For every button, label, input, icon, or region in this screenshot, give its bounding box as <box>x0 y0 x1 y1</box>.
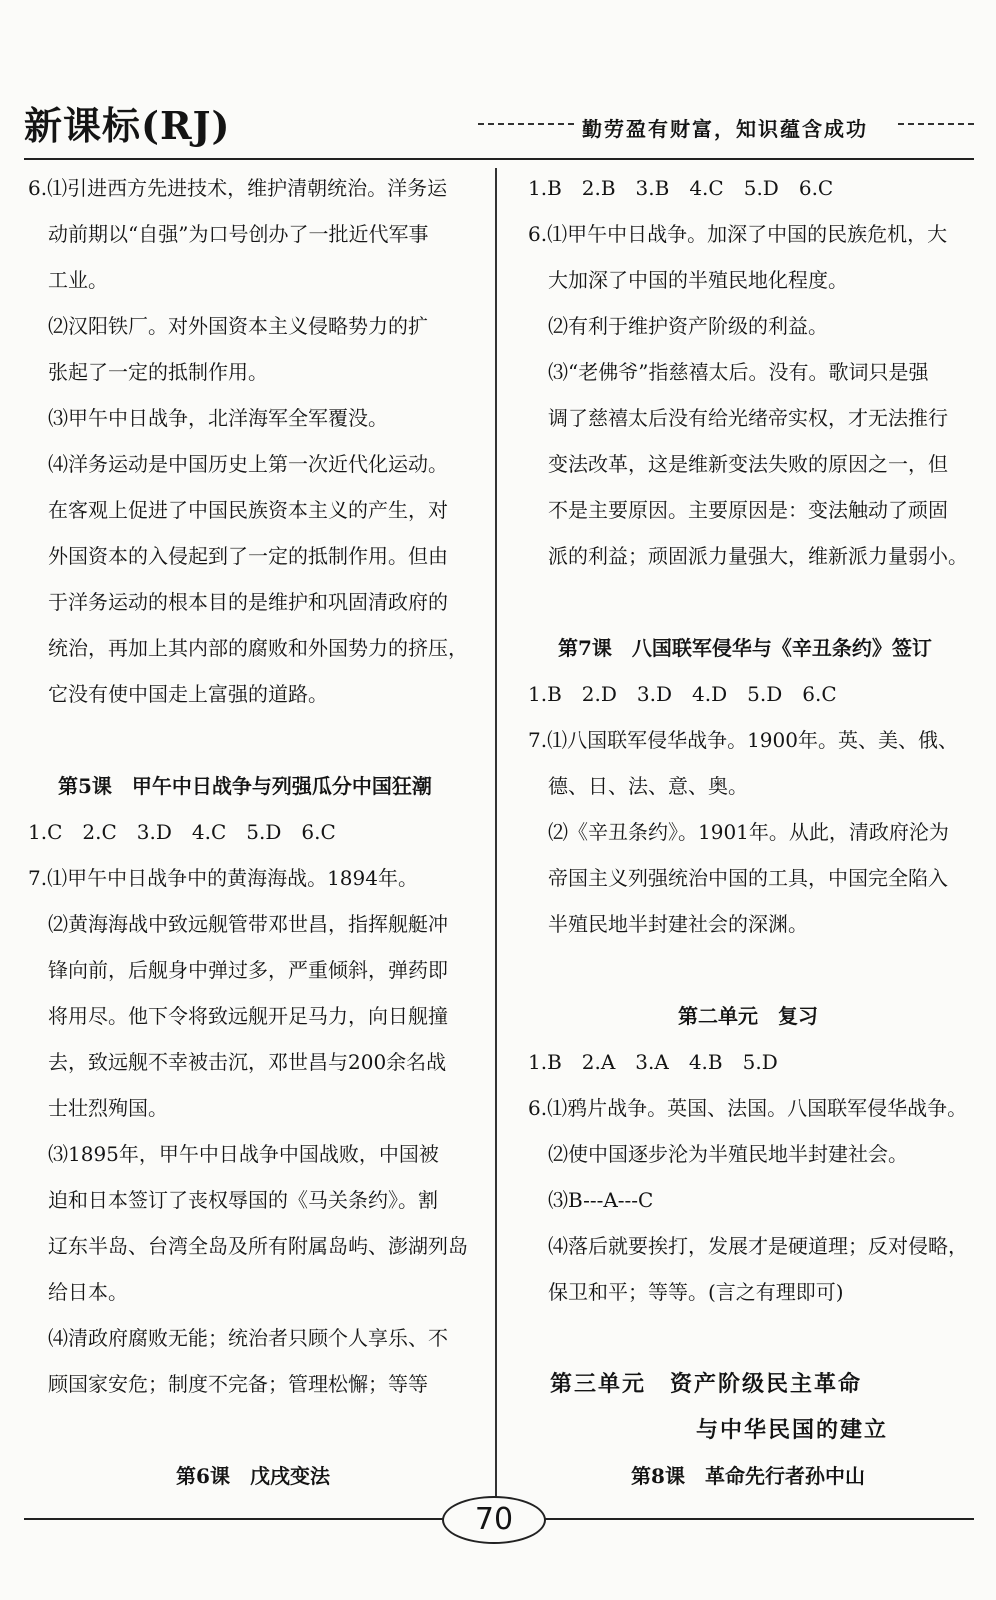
lesson-heading: 第二单元 复习 <box>678 1004 818 1028</box>
header-rule <box>24 158 974 160</box>
answer-line: 德、日、法、意、奥。 <box>548 774 748 798</box>
answer-line: ⑶1895年，甲午中日战争中国战败，中国被 <box>48 1142 439 1166</box>
answer-line: ⑶甲午中日战争，北洋海军全军覆没。 <box>48 406 388 430</box>
answer-line: 于洋务运动的根本目的是维护和巩固清政府的 <box>48 590 448 614</box>
answer-line: 去，致远舰不幸被击沉，邓世昌与200余名战 <box>48 1050 447 1074</box>
answer-line: 将用尽。他下令将致远舰开足马力，向日舰撞 <box>48 1004 448 1028</box>
answer-line: 工业。 <box>48 268 108 292</box>
dotted-rule-right <box>898 123 974 125</box>
section-gap <box>528 1315 968 1361</box>
section-gap <box>528 579 968 625</box>
answer-line: ⑷落后就要挨打，发展才是硬道理；反对侵略， <box>548 1234 968 1258</box>
answer-line: 迫和日本签订了丧权辱国的《马关条约》。割 <box>48 1188 438 1212</box>
answer-line: 7.⑴八国联军侵华战争。1900年。英、美、俄、 <box>528 728 958 752</box>
answer-line: 6.⑴鸦片战争。英国、法国。八国联军侵华战争。 <box>528 1096 968 1120</box>
answer-line: ⑶B---A---C <box>548 1188 654 1212</box>
answer-line: 给日本。 <box>48 1280 128 1304</box>
answer-line: ⑵使中国逐步沦为半殖民地半封建社会。 <box>548 1142 908 1166</box>
lesson-heading: 第6课 戊戌变法 <box>176 1464 330 1488</box>
answer-line: 帝国主义列强统治中国的工具，中国完全陷入 <box>548 866 948 890</box>
answer-line: 6.⑴引进西方先进技术，维护清朝统治。洋务运 <box>28 176 448 200</box>
book-title: 新课标(RJ) <box>24 103 231 148</box>
answer-line: 1.B 2.D 3.D 4.D 5.D 6.C <box>528 682 837 706</box>
answer-line: 顾国家安危；制度不完备；管理松懈；等等 <box>48 1372 428 1396</box>
answer-line: 7.⑴甲午中日战争中的黄海海战。1894年。 <box>28 866 418 890</box>
answer-line: 1.B 2.A 3.A 4.B 5.D <box>528 1050 778 1074</box>
answer-line: 锋向前，后舰身中弹过多，严重倾斜，弹药即 <box>48 958 448 982</box>
unit-heading-line2: 与中华民国的建立 <box>696 1417 889 1443</box>
answer-line: 辽东半岛、台湾全岛及所有附属岛屿、澎湖列岛 <box>48 1234 468 1258</box>
answer-line: 半殖民地半封建社会的深渊。 <box>548 912 808 936</box>
section-gap <box>528 947 968 993</box>
answer-line: 变法改革，这是维新变法失败的原因之一，但 <box>548 452 948 476</box>
unit-heading: 第三单元 资产阶级民主革命 <box>550 1371 863 1397</box>
column-divider <box>495 168 497 1498</box>
answer-line: ⑵黄海海战中致远舰管带邓世昌，指挥舰艇冲 <box>48 912 448 936</box>
answer-line: ⑵有利于维护资产阶级的利益。 <box>548 314 828 338</box>
section-gap <box>28 717 478 763</box>
lesson-heading: 第5课 甲午中日战争与列强瓜分中国狂潮 <box>58 774 432 798</box>
answer-line: 1.B 2.B 3.B 4.C 5.D 6.C <box>528 176 834 200</box>
answer-line: ⑶“老佛爷”指慈禧太后。没有。歌词只是强 <box>548 360 929 384</box>
answer-line: 派的利益；顽固派力量强大，维新派力量弱小。 <box>548 544 968 568</box>
lesson-heading: 第8课 革命先行者孙中山 <box>631 1464 865 1488</box>
page-number: 70 <box>442 1496 546 1544</box>
section-gap <box>28 1407 478 1453</box>
answer-line: 大加深了中国的半殖民地化程度。 <box>548 268 848 292</box>
lesson-heading: 第7课 八国联军侵华与《辛丑条约》签订 <box>558 636 932 660</box>
answer-line: ⑵汉阳铁厂。对外国资本主义侵略势力的扩 <box>48 314 428 338</box>
answer-line: 调了慈禧太后没有给光绪帝实权，才无法推行 <box>548 406 948 430</box>
answer-line: 不是主要原因。主要原因是：变法触动了顽固 <box>548 498 948 522</box>
answer-line: 动前期以“自强”为口号创办了一批近代军事 <box>48 222 429 246</box>
answer-line: 在客观上促进了中国民族资本主义的产生，对 <box>48 498 448 522</box>
answer-line: 它没有使中国走上富强的道路。 <box>48 682 328 706</box>
answer-line: ⑵《辛丑条约》。1901年。从此，清政府沦为 <box>548 820 949 844</box>
answer-line: 外国资本的入侵起到了一定的抵制作用。但由 <box>48 544 448 568</box>
answer-line: 保卫和平；等等。(言之有理即可) <box>548 1280 844 1304</box>
dotted-rule-left <box>478 123 574 125</box>
answer-line: ⑷清政府腐败无能；统治者只顾个人享乐、不 <box>48 1326 448 1350</box>
right-column <box>528 165 968 1499</box>
page-header <box>0 95 996 155</box>
answer-line: 1.C 2.C 3.D 4.C 5.D 6.C <box>28 820 336 844</box>
answer-line: 6.⑴甲午中日战争。加深了中国的民族危机，大 <box>528 222 948 246</box>
answer-line: 士壮烈殉国。 <box>48 1096 168 1120</box>
answer-line: 张起了一定的抵制作用。 <box>48 360 268 384</box>
motto-text: 勤劳盈有财富，知识蕴含成功 <box>578 113 872 142</box>
answer-line: ⑷洋务运动是中国历史上第一次近代化运动。 <box>48 452 448 476</box>
motto-banner <box>478 113 978 139</box>
answer-line: 统治，再加上其内部的腐败和外国势力的挤压， <box>48 636 468 660</box>
left-column <box>28 165 478 1499</box>
